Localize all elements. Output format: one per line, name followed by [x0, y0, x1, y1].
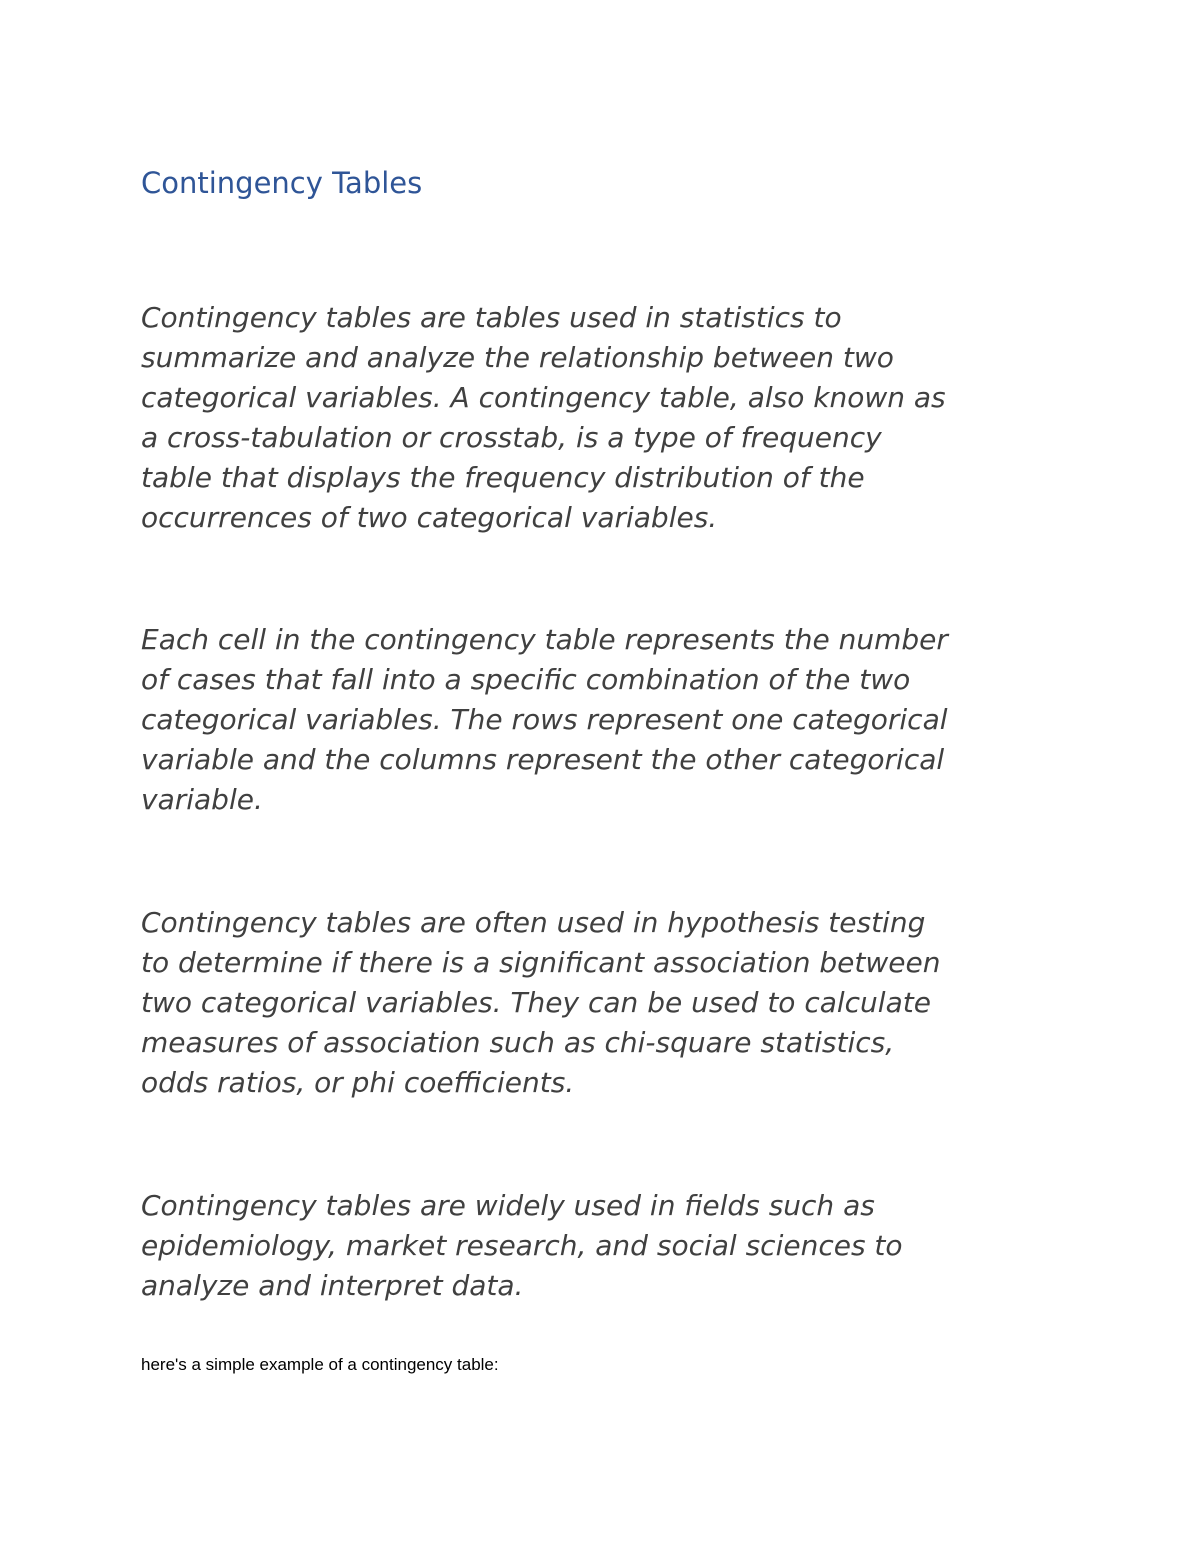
paragraph-line: Contingency tables are often used in hypothesis testing — [141, 906, 926, 939]
paragraph-line: measures of association such as chi-square statistics, — [141, 1026, 895, 1059]
paragraph-line: Each cell in the contingency table represents the number — [141, 623, 948, 656]
paragraph-line: Contingency tables are widely used in fields such as — [141, 1189, 875, 1222]
paragraph-line: analyze and interpret data. — [141, 1269, 524, 1302]
paragraph-line: two categorical variables. They can be used to calculate — [141, 986, 931, 1019]
paragraph-line: categorical variables. A contingency table, also known as — [141, 381, 946, 414]
page-title: Contingency Tables — [141, 166, 423, 200]
paragraph-line: variable. — [141, 783, 263, 816]
paragraph-line: Contingency tables are tables used in statistics to — [141, 301, 842, 334]
example-intro-note: here's a simple example of a contingency table: — [141, 1355, 499, 1374]
paragraph-line: table that displays the frequency distribution of the — [141, 461, 865, 494]
paragraph-applications — [141, 1186, 1061, 1306]
paragraph-definition — [141, 298, 1061, 538]
paragraph-hypothesis-testing — [141, 903, 1061, 1103]
paragraph-line: to determine if there is a significant association between — [141, 946, 941, 979]
paragraph-line: categorical variables. The rows represent one categorical — [141, 703, 948, 736]
paragraph-cells — [141, 620, 1061, 820]
paragraph-line: odds ratios, or phi coefficients. — [141, 1066, 575, 1099]
paragraph-line: epidemiology, market research, and social sciences to — [141, 1229, 903, 1262]
paragraph-line: variable and the columns represent the other categorical — [141, 743, 945, 776]
paragraph-line: of cases that fall into a specific combination of the two — [141, 663, 911, 696]
paragraph-line: summarize and analyze the relationship between two — [141, 341, 894, 374]
paragraph-line: occurrences of two categorical variables. — [141, 501, 718, 534]
paragraph-line: a cross-tabulation or crosstab, is a type of frequency — [141, 421, 882, 454]
